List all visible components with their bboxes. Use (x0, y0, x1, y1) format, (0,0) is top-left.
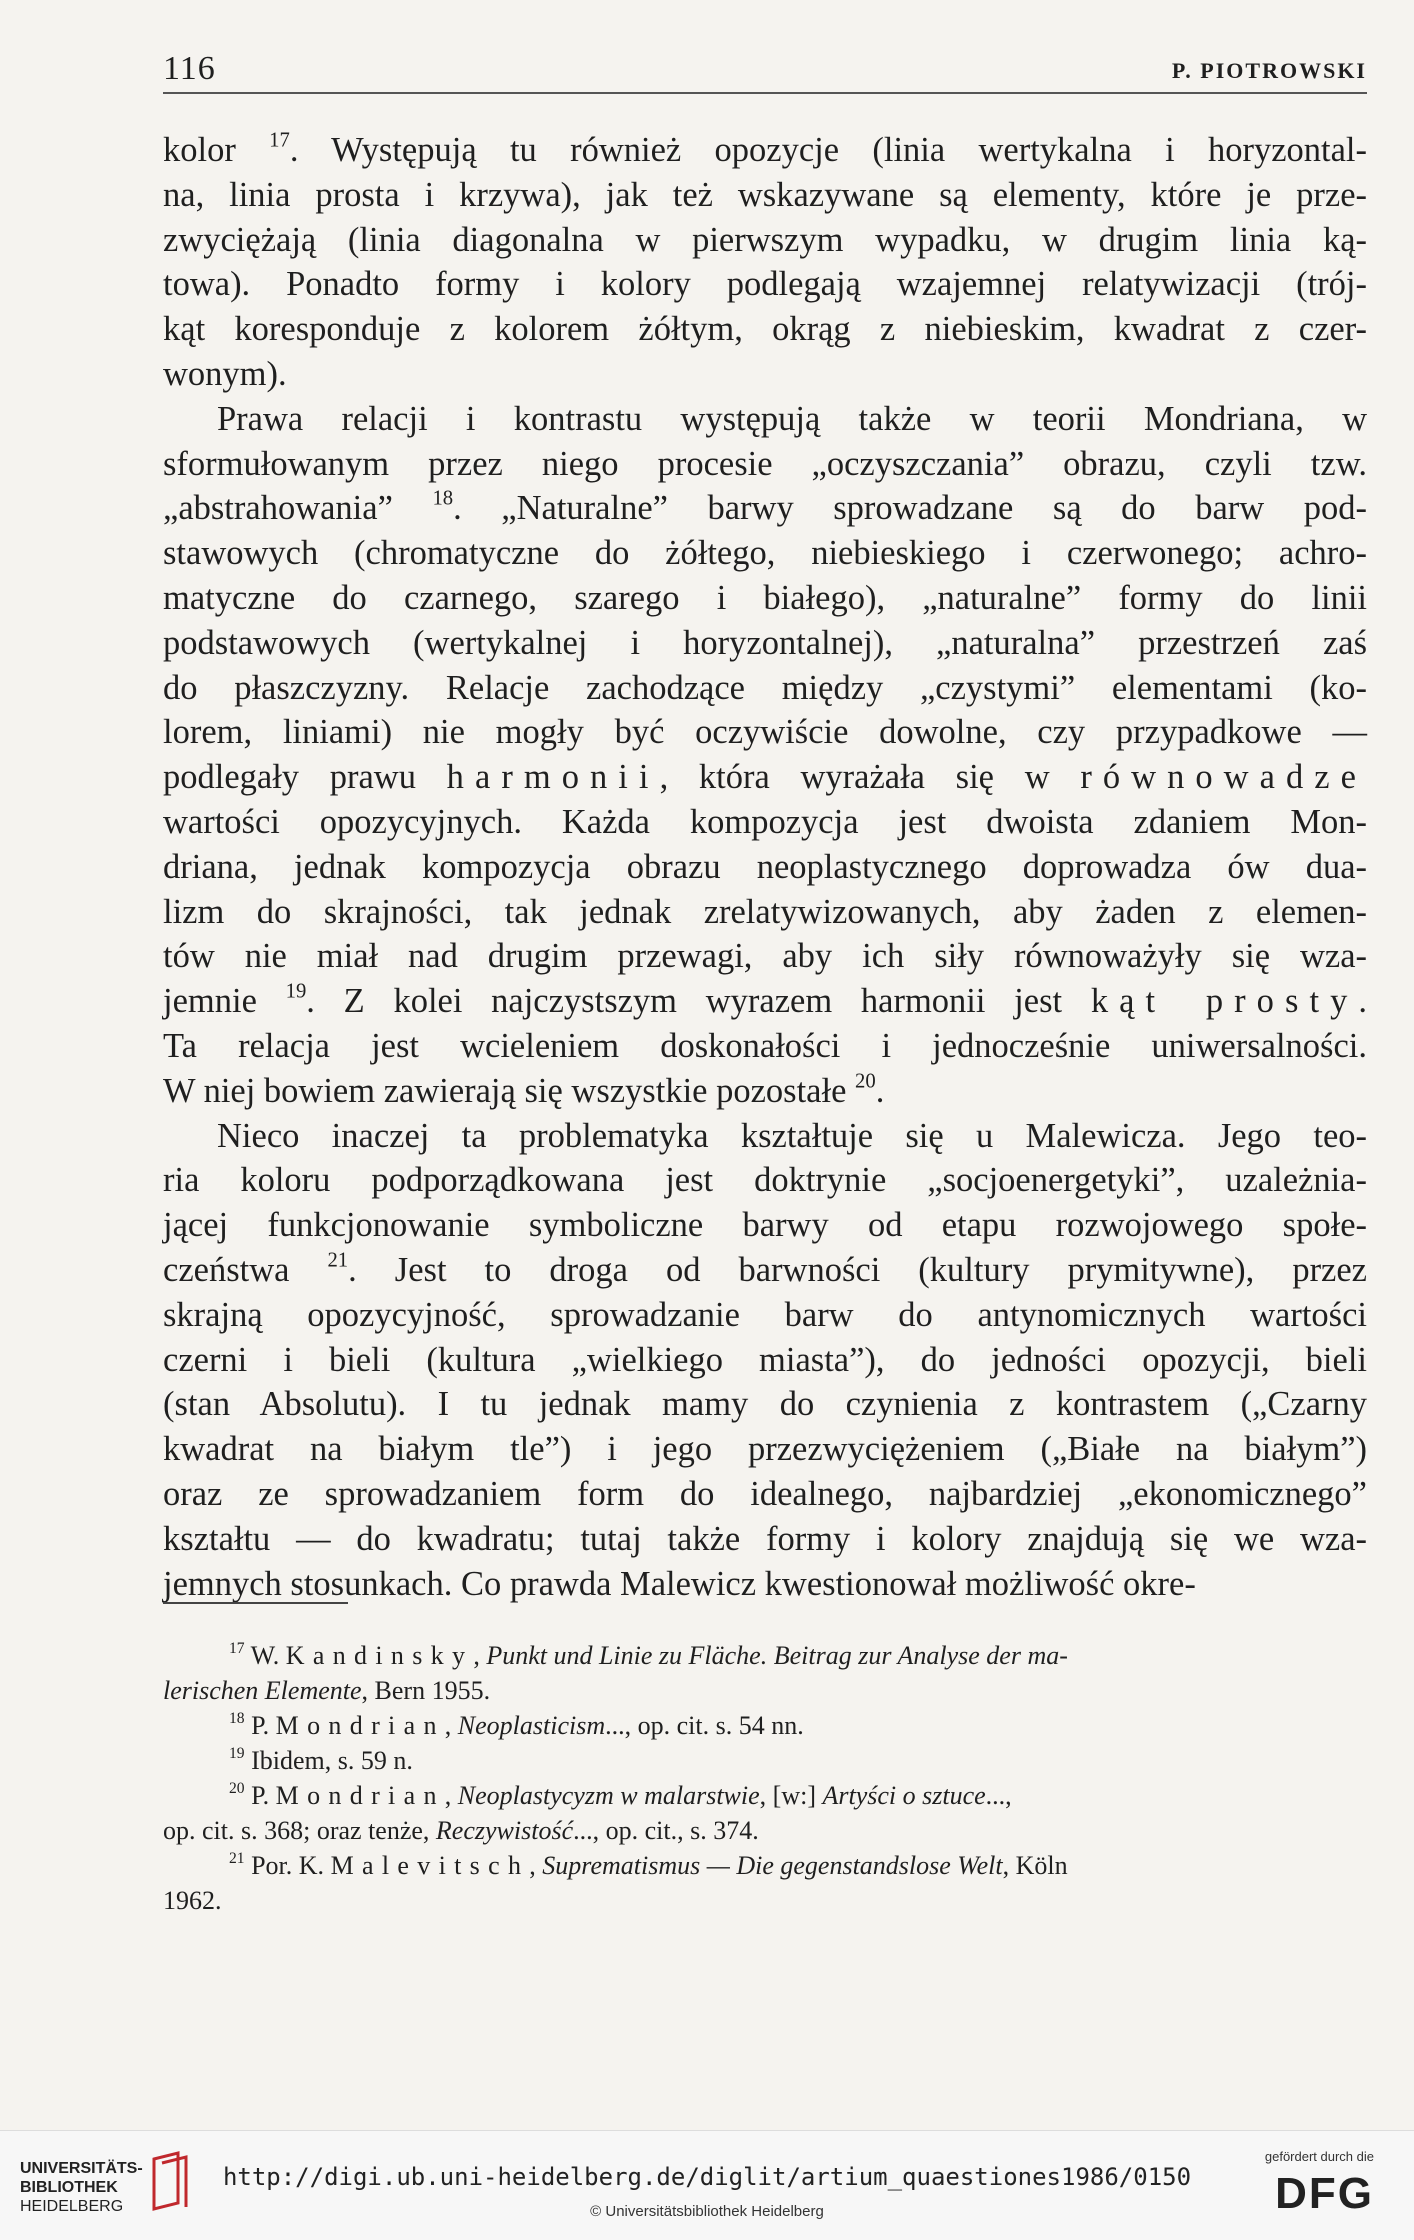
text-run: kąt koresponduje z kolorem żółtym, okrąg z niebieskim, kwadrat z czer- (163, 310, 1367, 349)
footnote-reference: 19 (229, 1745, 245, 1763)
text-run: P. (244, 1781, 276, 1810)
text-run: W. (244, 1641, 286, 1670)
text-line (163, 1293, 1367, 1338)
text-line (163, 1158, 1367, 1203)
text-run: , która wyrażała się w (659, 758, 1081, 797)
spaced-emphasis: harmonii (446, 758, 660, 797)
copyright-notice: © Universitätsbibliothek Heidelberg (590, 2203, 824, 2220)
spaced-emphasis: kąt prosty (1090, 982, 1359, 1021)
text-run: zwyciężają (linia diagonalna w pierwszym wypadku, w drugim linia ką- (163, 220, 1367, 259)
footnote-reference: 19 (285, 980, 307, 1003)
text-line (163, 710, 1367, 755)
text-run: jącej funkcjonowanie symboliczne barwy od etapu rozwojowego społe- (163, 1206, 1367, 1245)
footnote-line (163, 1673, 1367, 1708)
text-line (163, 262, 1367, 307)
text-run: sformułowanym przez niego procesie „oczyszczania” obrazu, czyli tzw. (163, 444, 1367, 483)
text-line (163, 128, 1367, 173)
footnote-reference: 17 (229, 1640, 245, 1658)
text-run: do płaszczyzny. Relacje zachodzące między „czystymi” elementami (ko- (163, 668, 1367, 707)
text-run: . Występują tu również opozycje (linia wertykalna i horyzontal- (289, 131, 1368, 169)
page-header (163, 50, 1367, 94)
text-run: op. cit. s. 368; oraz tenże, (163, 1816, 436, 1845)
text-run: P. (244, 1711, 276, 1740)
text-run: driana, jednak kompozycja obrazu neoplastycznego doprowadza ów dua- (163, 847, 1367, 886)
footnote-line (163, 1708, 1367, 1743)
text-line (163, 845, 1367, 890)
text-run: wartości opozycyjnych. Każda kompozycja jest dwoista zdaniem Mon- (163, 802, 1367, 841)
footnote-reference: 20 (855, 1070, 876, 1093)
footnote-reference: 21 (229, 1850, 245, 1868)
text-line (163, 1517, 1367, 1562)
paragraph (163, 397, 1367, 1114)
text-run: Ta relacja jest wcieleniem doskonałości i jednocześnie uniwersalności. (163, 1026, 1367, 1065)
text-run: wonym). (163, 354, 287, 393)
text-run: tów nie miał nad drugim przewagi, aby ich siły równoważyły się wza- (163, 937, 1367, 976)
text-line (163, 621, 1367, 666)
text-line (163, 576, 1367, 621)
text-line (163, 934, 1367, 979)
text-line (163, 755, 1367, 800)
text-line (163, 1562, 1367, 1607)
text-line (163, 1024, 1367, 1069)
spaced-emphasis: Mondrian (275, 1711, 445, 1740)
library-name-line3: HEIDELBERG (20, 2198, 124, 2215)
text-run: ria koloru podporządkowana jest doktrynie „socjoenergetyki”, uzależnia- (163, 1161, 1367, 1200)
text-run: W niej bowiem zawierają się wszystkie pozostałe (163, 1071, 856, 1110)
footnote-line (163, 1813, 1367, 1848)
text-line (163, 890, 1367, 935)
text-line (163, 173, 1367, 218)
text-line (163, 1114, 1367, 1159)
text-run: Prawa relacji i kontrastu występują także w teorii Mondriana, w (217, 399, 1367, 438)
spaced-emphasis: równowadze (1080, 758, 1367, 797)
library-name-line1: UNIVERSITÄTS- (20, 2160, 143, 2177)
spaced-emphasis: Malevitsch (330, 1851, 530, 1880)
footnote-reference: 17 (269, 129, 290, 152)
text-run: czerni i bieli (kultura „wielkiego miasta”), do jedności opozycji, bieli (163, 1340, 1367, 1379)
text-run: oraz ze sprowadzaniem form do idealnego, najbardziej „ekonomicznego” (163, 1474, 1367, 1513)
text-line (163, 1427, 1367, 1472)
running-head: P. PIOTROWSKI (1171, 58, 1367, 83)
text-run: czeństwa (163, 1250, 328, 1289)
footnote-reference: 18 (432, 487, 454, 510)
text-run: ..., op. cit. s. 54 nn. (605, 1711, 804, 1740)
text-line (163, 218, 1367, 263)
text-run: 1962. (163, 1886, 222, 1915)
text-line (163, 1069, 1367, 1114)
text-run: , (444, 1711, 458, 1740)
italic-title: Artyści o sztuce (822, 1781, 986, 1810)
text-run: stawowych (chromatyczne do żółtego, niebieskiego i czerwonego; achro- (163, 534, 1367, 573)
text-line (163, 442, 1367, 487)
library-name-line2: BIBLIOTHEK (20, 2179, 118, 2196)
text-run: . „Naturalne” barwy sprowadzane są do barw pod- (453, 489, 1367, 528)
text-line (163, 531, 1367, 576)
footnote-line (163, 1883, 1367, 1918)
body-text (163, 128, 1367, 1606)
footnote (163, 1708, 1367, 1743)
text-run: kształtu — do kwadratu; tutaj także formy i kolory znajdują się we wza- (163, 1519, 1367, 1558)
text-run: kwadrat na białym tle”) i jego przezwyciężeniem („Białe na białym”) (163, 1430, 1367, 1469)
text-line (163, 307, 1367, 352)
text-run: jemnych stosunkach. Co prawda Malewicz kwestionował możliwość okre- (163, 1564, 1196, 1603)
text-run: skrajną opozycyjność, sprowadzanie barw do antynomicznych wartości (163, 1295, 1367, 1334)
text-run: . (1358, 982, 1367, 1021)
text-line (163, 1203, 1367, 1248)
text-line (163, 1472, 1367, 1517)
text-run: (stan Absolutu). I tu jednak mamy do czynienia z kontrastem („Czarny (163, 1385, 1367, 1424)
viewer-footer (0, 2130, 1414, 2240)
footnote-reference: 20 (229, 1780, 245, 1798)
text-run: Por. K. (244, 1851, 331, 1880)
footnote (163, 1638, 1367, 1708)
text-run: , Köln (1002, 1851, 1068, 1880)
text-run: jemnie (163, 982, 286, 1021)
text-line (163, 1248, 1367, 1293)
text-run: matyczne do czarnego, szarego i białego), „naturalne” formy do linii (163, 578, 1367, 617)
footnote-line (163, 1638, 1367, 1673)
text-line (163, 666, 1367, 711)
footnote (163, 1848, 1367, 1918)
footnote (163, 1743, 1367, 1778)
funding-note: gefördert durch die (1264, 2149, 1374, 2164)
spaced-emphasis: Kandinsky (285, 1641, 474, 1670)
text-run: , [w:] (759, 1781, 823, 1810)
paragraph (163, 128, 1367, 397)
text-line (163, 1382, 1367, 1427)
italic-title: Punkt und Linie zu Fläche. Beitrag zur Analyse der ma- (486, 1641, 1068, 1670)
text-line (163, 352, 1367, 397)
page-number: 116 (163, 50, 216, 87)
spaced-emphasis: Mondrian (275, 1781, 445, 1810)
text-run: ..., op. cit., s. 374. (573, 1816, 759, 1845)
permalink-url[interactable]: http://digi.ub.uni-heidelberg.de/diglit/artium_quaestiones1986/0150 (222, 2163, 1192, 2191)
text-run: Nieco inaczej ta problematyka kształtuje się u Malewicza. Jego teo- (217, 1116, 1367, 1155)
text-line (163, 800, 1367, 845)
footnote-line (163, 1778, 1367, 1813)
dfg-logo: DFG (1275, 2169, 1374, 2218)
italic-title: Reczywistość (435, 1816, 574, 1845)
text-run: . (875, 1071, 885, 1110)
text-run: podlegały prawu (163, 758, 447, 797)
text-run: podstawowych (wertykalnej i horyzontalnej), „naturalna” przestrzeń zaś (163, 623, 1367, 662)
text-line (163, 979, 1367, 1024)
paragraph (163, 1114, 1367, 1607)
text-line (163, 1338, 1367, 1383)
text-run: , (444, 1781, 458, 1810)
text-run: towa). Ponadto formy i kolory podlegają wzajemnej relatywizacji (trój- (163, 265, 1367, 304)
text-run: , Bern 1955. (361, 1676, 491, 1705)
text-line (163, 486, 1367, 531)
footnote-reference: 21 (327, 1249, 349, 1272)
italic-title: lerischen Elemente (163, 1676, 362, 1705)
text-run: . Jest to droga od barwności (kultury prymitywne), przez (348, 1250, 1367, 1289)
text-run: ..., (985, 1781, 1012, 1810)
text-run: . Z kolei najczystszym wyrazem harmonii jest (306, 982, 1091, 1021)
italic-title: Neoplasticism (457, 1711, 606, 1740)
footnote-line (163, 1743, 1367, 1778)
text-run: kolor (163, 131, 270, 169)
footnote-line (163, 1848, 1367, 1883)
text-run: na, linia prosta i krzywa), jak też wskazywane są elementy, które je prze- (163, 175, 1367, 214)
footnote-rule (163, 1602, 348, 1604)
text-run: , (473, 1641, 487, 1670)
text-run: Ibidem, s. 59 n. (244, 1746, 413, 1775)
footnote-reference: 18 (229, 1710, 245, 1728)
footnotes (163, 1638, 1367, 1918)
italic-title: Suprematismus — Die gegenstandslose Welt (542, 1851, 1003, 1880)
text-run: lorem, liniami) nie mogły być oczywiście dowolne, czy przypadkowe — (163, 713, 1367, 752)
italic-title: Neoplastycyzm w malarstwie (457, 1781, 760, 1810)
text-run: , (529, 1851, 543, 1880)
text-line (163, 397, 1367, 442)
footnote (163, 1778, 1367, 1848)
text-run: „abstrahowania” (163, 489, 433, 528)
text-run: lizm do skrajności, tak jednak zrelatywizowanych, aby żaden z elemen- (163, 892, 1367, 931)
